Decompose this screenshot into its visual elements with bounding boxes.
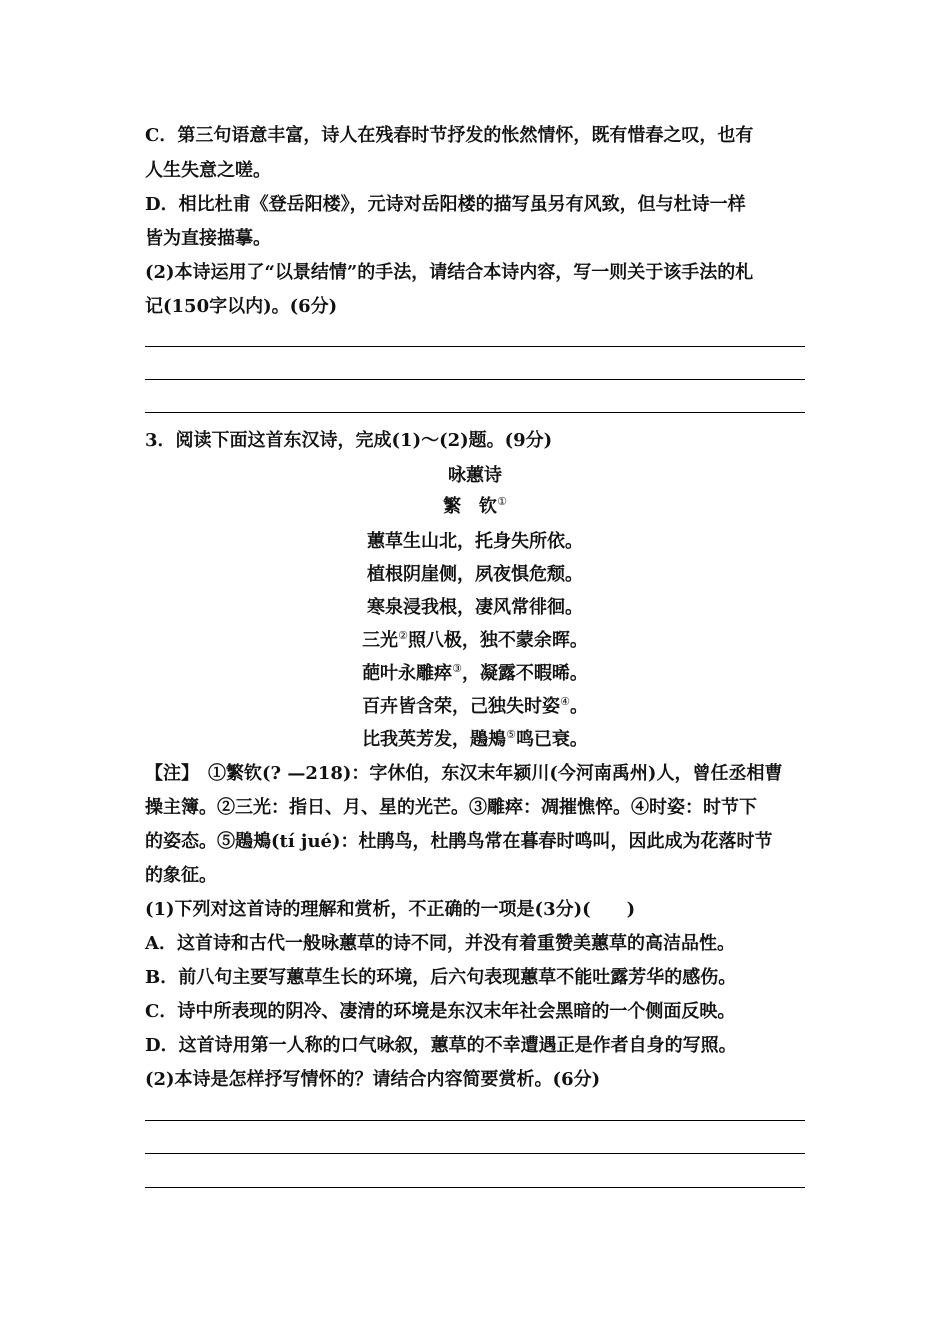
- q2-sub2-line-1: (2)本诗运用了“以景结情”的手法，请结合本诗内容，写一则关于该手法的札: [145, 262, 754, 283]
- note-line: 操主簿。②三光：指日、月、星的光芒。③雕瘁：凋摧憔悴。④时姿：时节下: [145, 797, 757, 818]
- poem-line: 植根阴崖侧，夙夜惧危颓。: [367, 564, 583, 585]
- answer-line[interactable]: [145, 346, 805, 347]
- poem-line: 蕙草生山北，托身失所依。: [367, 531, 583, 552]
- q2-sub2-line-2: 记(150字以内)。(6分): [145, 296, 338, 317]
- option-c-line-2: 人生失意之嗟。: [145, 160, 271, 181]
- answer-line[interactable]: [145, 1187, 805, 1188]
- poem-line: 比我英芳发，鶗鴂⑤鸣已衰。: [362, 728, 588, 750]
- poem-line: 葩叶永雕瘁③，凝露不暇晞。: [362, 662, 588, 684]
- note-line: 的象征。: [145, 865, 217, 886]
- answer-line[interactable]: [145, 1120, 805, 1121]
- poem-author: [145, 495, 805, 519]
- answer-line[interactable]: [145, 412, 805, 413]
- author-name: 繁 钦: [443, 496, 498, 517]
- poem-line: 三光②照八极，独不蒙余晖。: [362, 629, 588, 651]
- q3-option-b: B．前八句主要写蕙草生长的环境，后六句表现蕙草不能吐露芳华的感伤。: [145, 967, 737, 988]
- q3-option-c: C．诗中所表现的阴冷、凄清的环境是东汉末年社会黑暗的一个侧面反映。: [145, 1001, 736, 1022]
- poem-line: 百卉皆含荣，己独失时姿④。: [362, 695, 588, 717]
- q3-sub1-question: (1)下列对这首诗的理解和赏析，不正确的一项是(3分)( ): [145, 899, 636, 920]
- q3-option-d: D．这首诗用第一人称的口气咏叙，蕙草的不幸遭遇正是作者自身的写照。: [145, 1035, 737, 1056]
- option-d-line-2: 皆为直接描摹。: [145, 228, 271, 249]
- q3-option-a: A．这首诗和古代一般咏蕙草的诗不同，并没有着重赞美蕙草的高洁品性。: [145, 933, 735, 954]
- poem-title: 咏蕙诗: [448, 465, 502, 486]
- poem-line: 寒泉浸我根，凄风常徘徊。: [367, 597, 583, 618]
- note-line: 【注】 ①繁钦(? —218)：字休伯，东汉末年颍川(今河南禹州)人，曾任丞相曹: [145, 763, 783, 784]
- footnote-mark: ①: [497, 495, 507, 508]
- answer-line[interactable]: [145, 379, 805, 380]
- q3-header: 3．阅读下面这首东汉诗，完成(1)～(2)题。(9分): [145, 430, 553, 451]
- option-c-line-1: C．第三句语意丰富，诗人在残春时节抒发的怅然情怀，既有惜春之叹，也有: [145, 125, 754, 146]
- answer-line[interactable]: [145, 1153, 805, 1154]
- note-line: 的姿态。⑤鶗鴂(tí jué)：杜鹃鸟，杜鹃鸟常在暮春时鸣叫，因此成为花落时节: [145, 831, 773, 852]
- option-d-line-1: D．相比杜甫《登岳阳楼》，元诗对岳阳楼的描写虽另有风致，但与杜诗一样: [145, 194, 746, 215]
- q3-sub2-question: (2)本诗是怎样抒写情怀的？请结合内容简要赏析。(6分): [145, 1069, 601, 1090]
